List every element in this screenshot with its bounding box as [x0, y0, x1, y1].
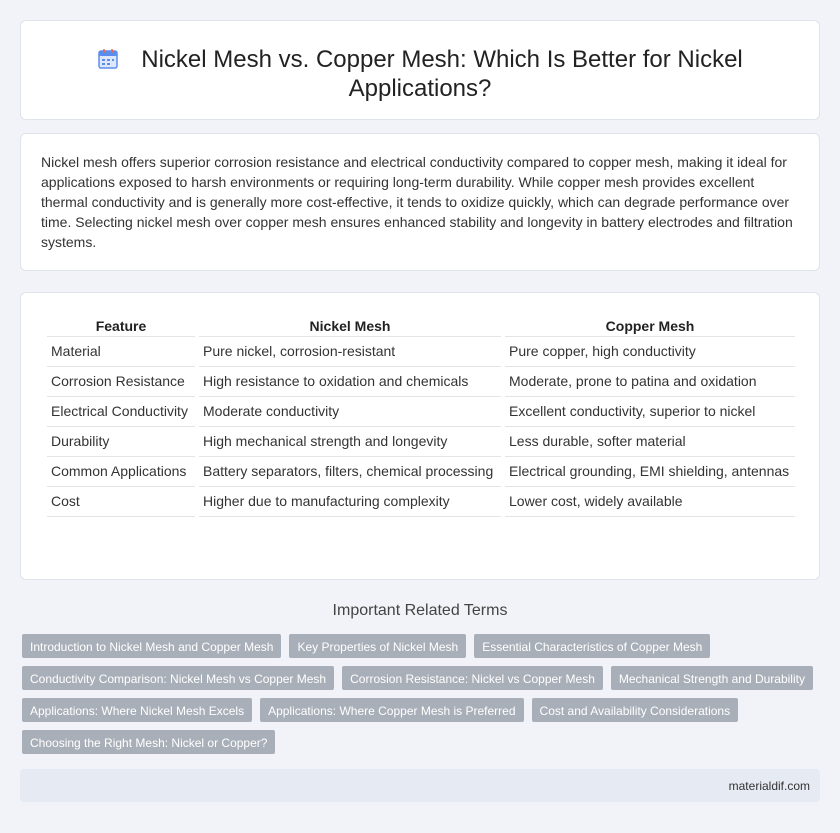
feature-cell: Durability [47, 427, 195, 457]
related-term-tag[interactable]: Applications: Where Nickel Mesh Excels [22, 698, 252, 722]
copper-cell: Moderate, prone to patina and oxidation [505, 367, 795, 397]
table-row [47, 397, 795, 427]
copper-cell: Less durable, softer material [505, 427, 795, 457]
table-row [47, 487, 795, 517]
comparison-card [20, 292, 820, 580]
related-term-tag[interactable]: Introduction to Nickel Mesh and Copper Mesh [22, 634, 281, 658]
related-terms-list [22, 634, 822, 754]
feature-cell: Cost [47, 487, 195, 517]
header-nickel-mesh: Nickel Mesh [199, 313, 501, 337]
footer [20, 769, 820, 802]
nickel-cell: Pure nickel, corrosion-resistant [199, 337, 501, 367]
header-copper-mesh: Copper Mesh [505, 313, 795, 337]
table-header-row [47, 313, 795, 337]
nickel-cell: High mechanical strength and longevity [199, 427, 501, 457]
nickel-cell: High resistance to oxidation and chemicals [199, 367, 501, 397]
nickel-cell: Battery separators, filters, chemical processing [199, 457, 501, 487]
table-row [47, 457, 795, 487]
related-term-tag[interactable]: Key Properties of Nickel Mesh [289, 634, 466, 658]
related-term-tag[interactable]: Applications: Where Copper Mesh is Preferred [260, 698, 523, 722]
copper-cell: Electrical grounding, EMI shielding, antennas [505, 457, 795, 487]
table-row [47, 427, 795, 457]
related-term-tag[interactable]: Cost and Availability Considerations [532, 698, 739, 722]
related-term-tag[interactable]: Essential Characteristics of Copper Mesh [474, 634, 710, 658]
intro-card [20, 133, 820, 271]
feature-cell: Material [47, 337, 195, 367]
related-term-tag[interactable]: Choosing the Right Mesh: Nickel or Copper? [22, 730, 275, 754]
feature-cell: Common Applications [47, 457, 195, 487]
copper-cell: Pure copper, high conductivity [505, 337, 795, 367]
intro-paragraph: Nickel mesh offers superior corrosion resistance and electrical conductivity compared to copper mesh, making it ideal for applications exposed to harsh environments or requiring long-term durability. While copper mesh provides excellent thermal conductivity and is generally more cost-effective, it tends to oxidize quickly, which can degrade performance over time. Selecting nickel mesh over copper mesh ensures enhanced stability and longevity in battery electrodes and filtration systems. [41, 154, 793, 250]
title-card [20, 20, 820, 120]
related-term-tag[interactable]: Conductivity Comparison: Nickel Mesh vs Copper Mesh [22, 666, 334, 690]
feature-cell: Corrosion Resistance [47, 367, 195, 397]
feature-cell: Electrical Conductivity [47, 397, 195, 427]
header-feature: Feature [47, 313, 195, 337]
related-terms-heading: Important Related Terms [332, 602, 508, 619]
footer-site-link[interactable]: materialdif.com [728, 779, 810, 793]
related-term-tag[interactable]: Mechanical Strength and Durability [611, 666, 813, 690]
nickel-cell: Moderate conductivity [199, 397, 501, 427]
calendar-icon [97, 48, 119, 70]
nickel-cell: Higher due to manufacturing complexity [199, 487, 501, 517]
related-term-tag[interactable]: Corrosion Resistance: Nickel vs Copper Mesh [342, 666, 603, 690]
copper-cell: Lower cost, widely available [505, 487, 795, 517]
table-row [47, 337, 795, 367]
comparison-table [43, 313, 799, 517]
title-wrap [21, 45, 819, 103]
page-title [21, 45, 819, 103]
page-title-text: Nickel Mesh vs. Copper Mesh: Which Is Better for Nickel Applications? [141, 46, 743, 102]
copper-cell: Excellent conductivity, superior to nickel [505, 397, 795, 427]
table-row [47, 367, 795, 397]
